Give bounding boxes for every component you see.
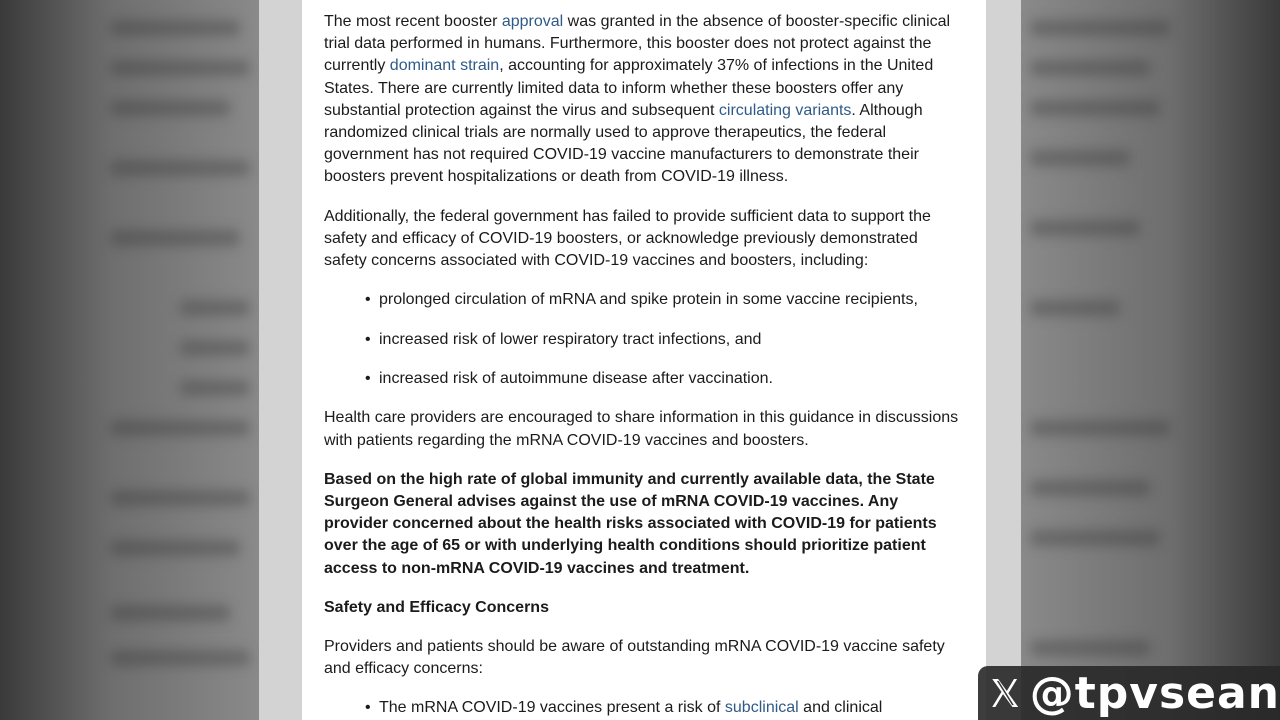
circulating-variants-link[interactable]: circulating variants [718, 101, 852, 119]
list-item: • prolonged circulation of mRNA and spike protein in some vaccine recipients, [379, 289, 964, 311]
watermark-handle: @tpvsean [1029, 667, 1280, 719]
paragraph-booster-approval: The most recent booster approval was granted in the absence of booster-specific clinical trial data performed in humans. Furthermore, this booster does not protect against the currently dominant strain, accounting for approximately 37% of infections in the United States. There are currently limited data to inform whether these boosters offer any substantial protection against the virus and subsequent circulating variants. Although randomized clinical trials are normally used to approve therapeutics, the federal government has not required COVID-19 vaccine manufacturers to demonstrate their boosters prevent hospitalizations or death from COVID-19 illness. [324, 13, 951, 186]
subclinical-link[interactable]: subclinical [724, 699, 799, 717]
paragraph-safety-data: Additionally, the federal government has failed to provide sufficient data to support the safety and efficacy of COVID-19 boosters, or acknowledge previously demonstrated safety concerns associated with COVID-19 vaccines and boosters, including: [324, 207, 931, 270]
list-item: • increased risk of lower respiratory tract infections, and [379, 329, 964, 351]
approval-link[interactable]: approval [501, 13, 564, 30]
x-logo-icon [988, 671, 1022, 715]
section-heading: Safety and Efficacy Concerns [324, 598, 549, 616]
document-page [302, 0, 986, 720]
list-item: • increased risk of autoimmune disease after vaccination. [379, 368, 964, 390]
safety-concerns-list [324, 697, 964, 719]
document-content [324, 11, 964, 720]
dominant-strain-link[interactable]: dominant strain [389, 57, 500, 75]
paragraph-providers-guidance: Health care providers are encouraged to share information in this guidance in discussions with patients regarding the mRNA COVID-19 vaccines and boosters. [324, 409, 959, 449]
concerns-list [324, 289, 964, 390]
paragraph-surgeon-general-advisory: Based on the high rate of global immunity and currently available data, the State Surgeon General advises against the use of mRNA COVID-19 vaccines. Any provider concerned about the health risks associated with COVID-19 for patients over the age of 65 or with underlying health conditions should prioritize patient access to non-mRNA COVID-19 vaccines and treatment. [324, 470, 937, 577]
watermark [978, 666, 1280, 720]
paragraph-outstanding-concerns: Providers and patients should be aware of outstanding mRNA COVID-19 vaccine safety and efficacy concerns: [324, 638, 945, 678]
list-item: • The mRNA COVID-19 vaccines present a risk of subclinical and clinical [379, 697, 964, 719]
